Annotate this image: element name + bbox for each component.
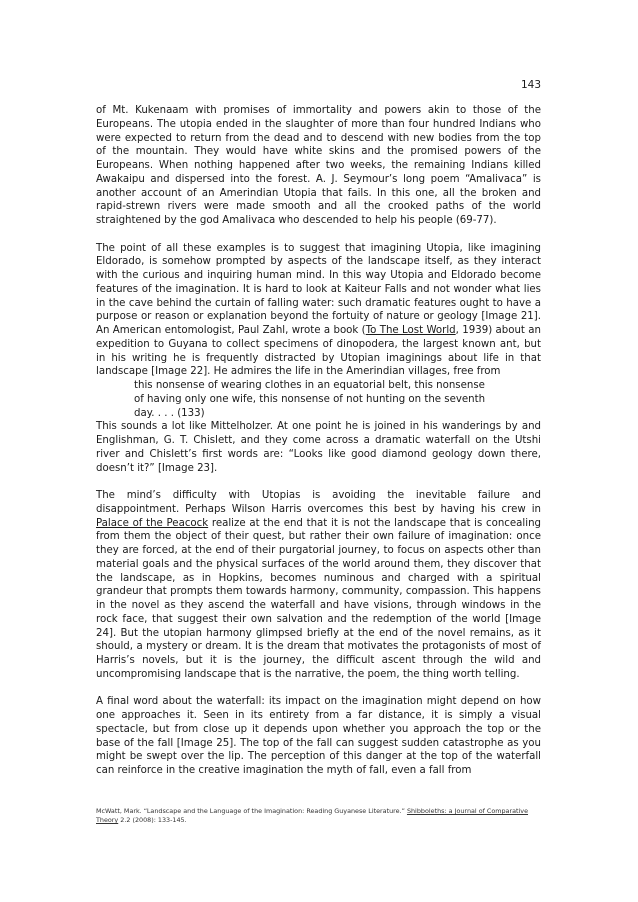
paragraph-4-text-b: realize at the end that it is not the landscape that is concealing from them the object of their quest, but rather their own failure of imagination: once they are forced, at the end of their purgatorial journey, to focus on aspects other than material goals and the physical surfaces of the world around them, they discover that the landscape, as in Hopkins, becomes numinous and charged with a spiritual grandeur that prompts them towards harmony, community, compassion. This happens in the novel as they ascend the waterfall and have visions, through windows in the rock face, that suggest their own salvation and the redemption of the world [Image 24]. But the utopian harmony glimpsed briefly at the end of the novel remains, as it should, a mystery or dream. It is the dream that motivates the protagonists of most of Harris’s novels, but it is the journey, the difficult ascent through the wild and uncompromising landscape that is the narrative, the poem, the thing worth telling. [96,517,541,680]
paragraph-5: A final word about the waterfall: its impact on the imagination might depend on how one approaches it. Seen in its entirety from a far distance, it is simply a visual spectacle, but from close up it depends upon whether you approach the top or the base of the fall [Image 25]. The top of the fall can suggest sudden catastrophe as you might be swept over the lip. The perception of this danger at the top of the waterfall can reinforce in the creative imagination the myth of fall, even a fall from [96,696,541,776]
paragraph-4 [96,489,541,682]
book-title-to-the-lost-world: To The Lost World [365,325,456,336]
paragraph-2-text-a: The point of all these examples is to suggest that imagining Utopia, like imagining Eldorado, is somehow prompted by aspects of the landscape itself, as they interact with the curious and inquiring human mind. In this way Utopia and Eldorado become features of the imagination. It is hard to look at Kaiteur Falls and not wonder what lies in the cave behind the curtain of falling water: such dramatic features ought to have a purpose or reason or explanation beyond the fortuity of nature or geology [Image 21]. An American entomologist, Paul Zahl, wrote a book ( [96,242,541,336]
paragraph-3: This sounds a lot like Mittelholzer. At one point he is joined in his wanderings by and Englishman, G. T. Chislett, and they come across a dramatic waterfall on the Utshi river and Chislett’s first words are: “Looks like good diamond geology down there, doesn’t it?” [Image 23]. [96,421,541,474]
book-title-palace-of-the-peacock: Palace of the Peacock [96,517,209,529]
quote-line-1: this nonsense of wearing clothes in an equatorial belt, this nonsense [134,380,485,391]
paragraph-2-text-b: , 1939) about an expedition to Guyana to collect specimens of dinopodera, the largest known ant, but in his writing he is frequently distracted by Utopian imaginings about life in that landscape [Image 22]. He admires the life in the Amerindian villages, free from [96,325,541,378]
quote-line-3: day. . . . (133) [134,407,205,419]
paragraph-2 [96,242,541,380]
page-number: 143 [520,79,541,91]
citation-text-a: McWatt, Mark. “Landscape and the Language of the Imagination: Reading Guyanese Literature.” [96,807,407,815]
document-body [96,104,541,792]
journal-title: Shibboleths: a Journal of Comparative Theory [96,807,529,824]
paragraph-4-text-a: The mind’s difficulty with Utopias is avoiding the inevitable failure and disappointment. Perhaps Wilson Harris overcomes this best by having his crew in [96,490,541,515]
block-quote [96,379,541,420]
footer-citation [96,807,541,825]
citation-text-b: 2.2 (2008): 133-145. [118,816,187,824]
paragraph-1: of Mt. Kukenaam with promises of immortality and powers akin to those of the Europeans. The utopia ended in the slaughter of more than four hundred Indians who were expected to return from the dead and to descend with new bodies from the top of the mountain. They would have white skins and the promised powers of the Europeans. When nothing happened after two weeks, the remaining Indians killed Awakaipu and dispersed into the forest. A. J. Seymour’s long poem “Amalivaca” is another account of an Amerindian Utopia that fails. In this one, all the broken and rapid-strewn rivers were made smooth and all the crooked paths of the world straightened by the god Amalivaca who descended to help his people (69-77). [96,105,541,226]
quote-line-2: of having only one wife, this nonsense of not hunting on the seventh [134,393,486,405]
